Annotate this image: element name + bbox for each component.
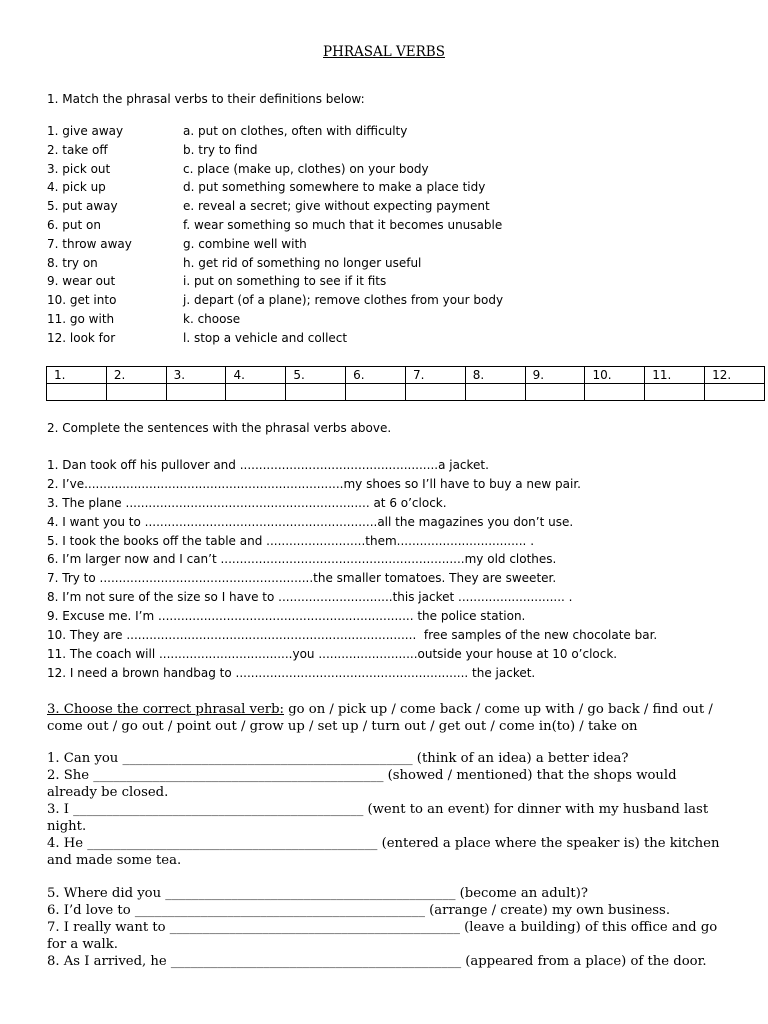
phrasal-verb: 3. pick out [47,161,111,176]
answer-grid [46,366,765,401]
sentence: 5. Where did you ____________________________________________ (become an adult)? [47,886,588,901]
answer-header: 10. [585,367,645,384]
exercise-3-sentences [47,750,727,970]
exercise-3-instruction [47,701,722,735]
answer-header: 5. [286,367,346,384]
sentence: 1. Can you ____________________________________________ (think of an idea) a better idea? [47,751,629,766]
sentence: 8. As I arrived, he ____________________________________________ (appeared from a place) of the door. [47,954,707,969]
exercise-3-heading: 3. Choose the correct phrasal verb: [47,702,284,717]
verb-options: go on / pick up / come back / come up with / go back / find out / come out / go out / point out / grow up / set up / turn out / get out / come in(to) / take on [47,702,713,734]
definition: l. stop a vehicle and collect [183,330,348,345]
phrasal-verb: 4. pick up [47,180,106,195]
definition: f. wear something so much that it becomes unusable [183,217,503,232]
answer-cell[interactable] [645,384,705,401]
sentence: 2. I’ve....................................................................my shoes so I’ll have to buy a new pair. [47,476,581,491]
phrasal-verb: 5. put away [47,199,118,214]
sentence: 6. I’d love to ____________________________________________ (arrange / create) my own business. [47,903,671,918]
answer-cell[interactable] [106,384,166,401]
answer-header: 11. [645,367,705,384]
sentence: 7. I really want to ____________________________________________ (leave a building) of this office and go for a walk. [47,920,718,952]
answer-cell[interactable] [346,384,406,401]
phrasal-verb: 11. go with [47,311,115,326]
answer-header: 2. [106,367,166,384]
page-title: PHRASAL VERBS [323,44,445,60]
answer-cell[interactable] [705,384,765,401]
definition: c. place (make up, clothes) on your body [183,161,429,176]
phrasal-verb: 12. look for [47,330,116,345]
answer-header: 8. [465,367,525,384]
definition: e. reveal a secret; give without expecting payment [183,199,490,214]
phrasal-verb: 7. throw away [47,236,132,251]
definition: k. choose [183,311,241,326]
sentence: 4. He ____________________________________________ (entered a place where the speaker is) the kitchen and made some tea. [47,836,720,868]
definition: i. put on something to see if it fits [183,274,387,289]
phrasal-verb: 8. try on [47,255,98,270]
sentence: 3. The plane ................................................................ at 6 o’clock. [47,495,447,510]
sentence: 10. They are ............................................................................ free samples of the new chocolate bar. [47,628,658,643]
answer-cell[interactable] [286,384,346,401]
definition: h. get rid of something no longer useful [183,255,422,270]
sentence: 11. The coach will ...................................you ..........................outside your house at 10 o’clock. [47,646,618,661]
sentence: 6. I’m larger now and I can’t ................................................................my old clothes. [47,552,557,567]
answer-cell[interactable] [465,384,525,401]
answer-cell[interactable] [226,384,286,401]
answer-cell[interactable] [405,384,465,401]
answer-cell[interactable] [166,384,226,401]
definition: g. combine well with [183,236,307,251]
phrasal-verb: 2. take off [47,142,108,157]
phrasal-verb: 1. give away [47,124,124,138]
answer-cell[interactable] [47,384,107,401]
phrasal-verb: 9. wear out [47,274,116,289]
sentence: 4. I want you to .............................................................all the magazines you don’t use. [47,514,574,529]
answer-cell[interactable] [585,384,645,401]
answer-header: 1. [47,367,107,384]
sentence: 5. I took the books off the table and ..........................them.................................. . [47,533,535,548]
exercise-2-sentences [47,456,657,683]
sentence: 12. I need a brown handbag to ............................................................. the jacket. [47,665,536,680]
sentence: 1. Dan took off his pullover and ....................................................a jacket. [47,458,489,472]
definition: a. put on clothes, often with difficulty [183,124,408,138]
sentence: 7. Try to ........................................................the smaller tomatoes. They are sweeter. [47,571,557,586]
answer-header: 3. [166,367,226,384]
definition: b. try to find [183,142,258,157]
answer-blank-row [47,384,765,401]
sentence: 2. She ____________________________________________ (showed / mentioned) that the shops would already be closed. [47,768,677,800]
answer-header: 4. [226,367,286,384]
definition: d. put something somewhere to make a place tidy [183,180,486,195]
sentence: 9. Excuse me. I’m ................................................................... the police station. [47,609,526,624]
spacer [47,869,727,885]
phrasal-verb: 10. get into [47,293,117,308]
answer-header: 12. [705,367,765,384]
sentence: 8. I’m not sure of the size so I have to ..............................this jacket ............................ . [47,590,573,605]
definition: j. depart (of a plane); remove clothes from your body [183,293,504,308]
answer-header-row [47,367,765,384]
sentence: 3. I ____________________________________________ (went to an event) for dinner with my husband last night. [47,802,709,834]
exercise-1-instruction: 1. Match the phrasal verbs to their definitions below: [47,92,365,106]
answer-header: 9. [525,367,585,384]
phrasal-verb: 6. put on [47,217,101,232]
answer-cell[interactable] [525,384,585,401]
answer-header: 6. [346,367,406,384]
exercise-2-instruction: 2. Complete the sentences with the phrasal verbs above. [47,421,392,435]
answer-header: 7. [405,367,465,384]
